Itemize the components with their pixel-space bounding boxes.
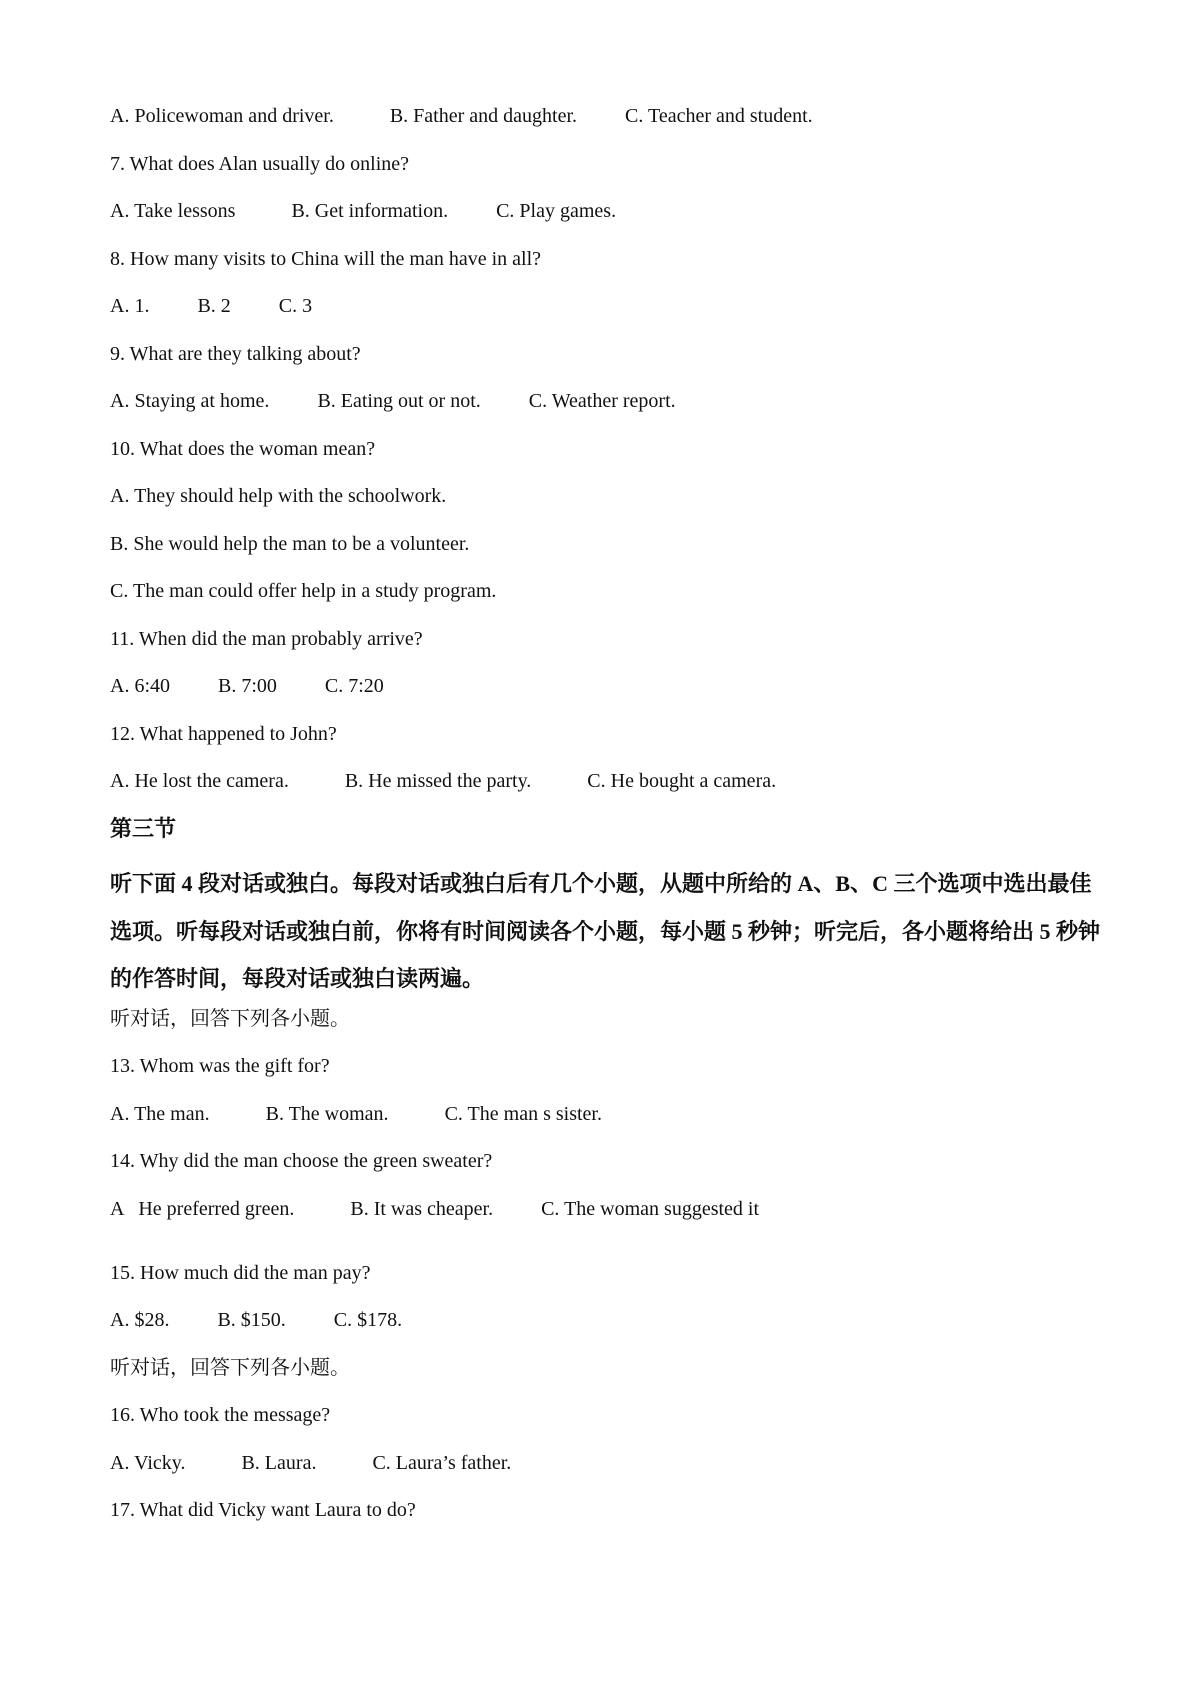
option-b: B. $150. [217,1309,286,1331]
question-7: 7. What does Alan usually do online? [110,152,410,175]
option-a: A. 1. [110,295,150,317]
option-a: A. The man. [110,1102,210,1125]
option-c: C. Play games. [496,200,617,222]
option-c-line: C. The man could offer help in a study program. [110,580,497,602]
options-row [110,100,1110,148]
options-row [110,1304,1110,1352]
question-13: 13. Whom was the gift for? [110,1055,330,1077]
question-9: 9. What are they talking about? [110,342,361,365]
option-a: A. $28. [110,1309,170,1331]
question-8: 8. How many visits to China will the man have in all? [110,247,542,270]
option-c: C. Teacher and student. [625,105,813,127]
options-row [110,670,1110,718]
option-b: B. 7:00 [218,675,277,697]
option-c: C. The man s sister. [444,1102,602,1125]
option-a-line: A. They should help with the schoolwork. [110,485,447,507]
section-instructions: 听下面 4 段对话或独白。每段对话或独白后有几个小题，从题中所给的 A、B、C 三个选项中选出最佳选项。听每段对话或独白前，你将有时间阅读各个小题，每小题 5 秒钟；听完后，各小题将给出 5 秒钟的作答时间，每段对话或独白读两遍。 [110,871,1101,991]
option-c: C. The woman suggested it [541,1197,760,1220]
option-a: A He preferred green. [110,1197,295,1220]
listen-instruction: 听对话，回答下列各小题。 [110,1007,350,1030]
option-c: C. He bought a camera. [587,770,777,792]
question-14: 14. Why did the man choose the green sweater? [110,1150,493,1172]
listen-instruction: 听对话，回答下列各小题。 [110,1356,350,1379]
option-c: C. 3 [278,295,313,317]
option-a: A. He lost the camera. [110,770,289,792]
option-a: A. Staying at home. [110,390,270,412]
option-b: B. He missed the party. [344,770,532,792]
document-page [110,100,1110,1542]
option-b-line: B. She would help the man to be a volunteer. [110,532,470,555]
options-row [110,290,1110,338]
option-a: A. 6:40 [110,675,170,697]
question-12: 12. What happened to John? [110,722,337,745]
options-row [110,195,1110,243]
question-16: 16. Who took the message? [110,1404,331,1426]
option-c: C. Weather report. [528,390,676,412]
options-row [110,385,1110,433]
question-15: 15. How much did the man pay? [110,1261,371,1284]
question-17: 17. What did Vicky want Laura to do? [110,1499,416,1521]
option-b: B. Father and daughter. [389,105,578,127]
option-c: C. Laura’s father. [372,1451,512,1474]
option-a: A. Policewoman and driver. [110,105,334,127]
option-a: A. Take lessons [110,200,236,222]
option-b: B. It was cheaper. [350,1197,494,1220]
option-c: C. 7:20 [324,675,384,697]
question-11: 11. When did the man probably arrive? [110,627,423,650]
section-heading: 第三节 [110,815,177,841]
question-10: 10. What does the woman mean? [110,437,376,460]
option-a: A. Vicky. [110,1451,186,1474]
option-b: B. 2 [197,295,231,317]
options-row [110,1193,1110,1257]
options-row [110,765,1110,813]
options-row [110,1098,1110,1146]
option-c: C. $178. [333,1309,403,1331]
option-b: B. Eating out or not. [317,390,481,412]
option-b: B. Get information. [291,200,449,222]
option-b: B. Laura. [241,1451,317,1474]
option-b: B. The woman. [265,1102,389,1125]
options-row [110,1447,1110,1495]
